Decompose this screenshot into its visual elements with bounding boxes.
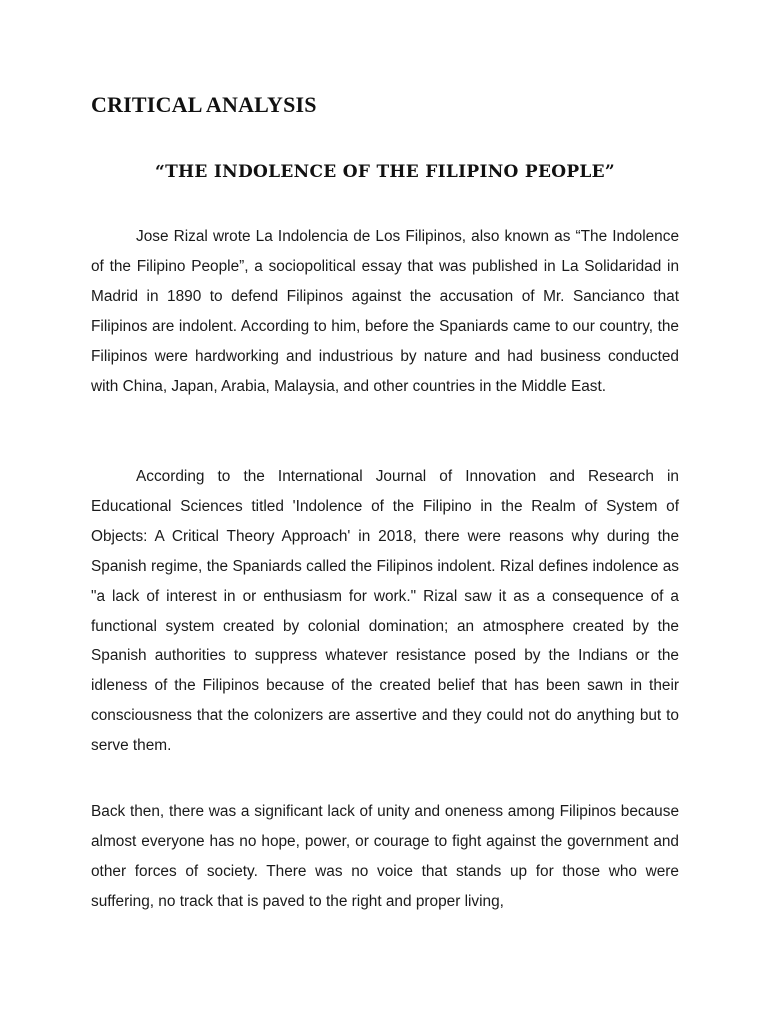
essay-title: “THE INDOLENCE OF THE FILIPINO PEOPLE” — [155, 162, 615, 182]
paragraph-2: According to the International Journal of Innovation and Research in Educational Sciences titled 'Indolence of the Filipino in the Realm of System of Objects: A Critical Theory Approach' in 2018, there were reasons why during the Spanish regime, the Spaniards called the Filipinos indolent. Rizal defines indolence as "a lack of interest in or enthusiasm for work." Rizal saw it as a consequence of a functional system created by colonial domination; an atmosphere created by the Spanish authorities to suppress whatever resistance posed by the Indians or the idleness of the Filipinos because of the created belief that has been sawn in their consciousness that the colonizers are assertive and they could not do anything but to serve them. — [91, 468, 679, 755]
paragraph-1: Jose Rizal wrote La Indolencia de Los Filipinos, also known as “The Indolence of the Filipino People”, a sociopolitical essay that was published in La Solidaridad in Madrid in 1890 to defend Filipinos against the accusation of Mr. Sancianco that Filipinos are indolent. According to him, before the Spaniards came to our country, the Filipinos were hardworking and industrious by nature and had business conducted with China, Japan, Arabia, Malaysia, and other countries in the Middle East. — [91, 228, 679, 395]
page-title: CRITICAL ANALYSIS — [91, 92, 317, 117]
paragraph-3: Back then, there was a significant lack of unity and oneness among Filipinos because almost everyone has no hope, power, or courage to fight against the government and other forces of society. There was no voice that stands up for those who were suffering, no track that is paved to the right and proper living, — [91, 803, 679, 910]
